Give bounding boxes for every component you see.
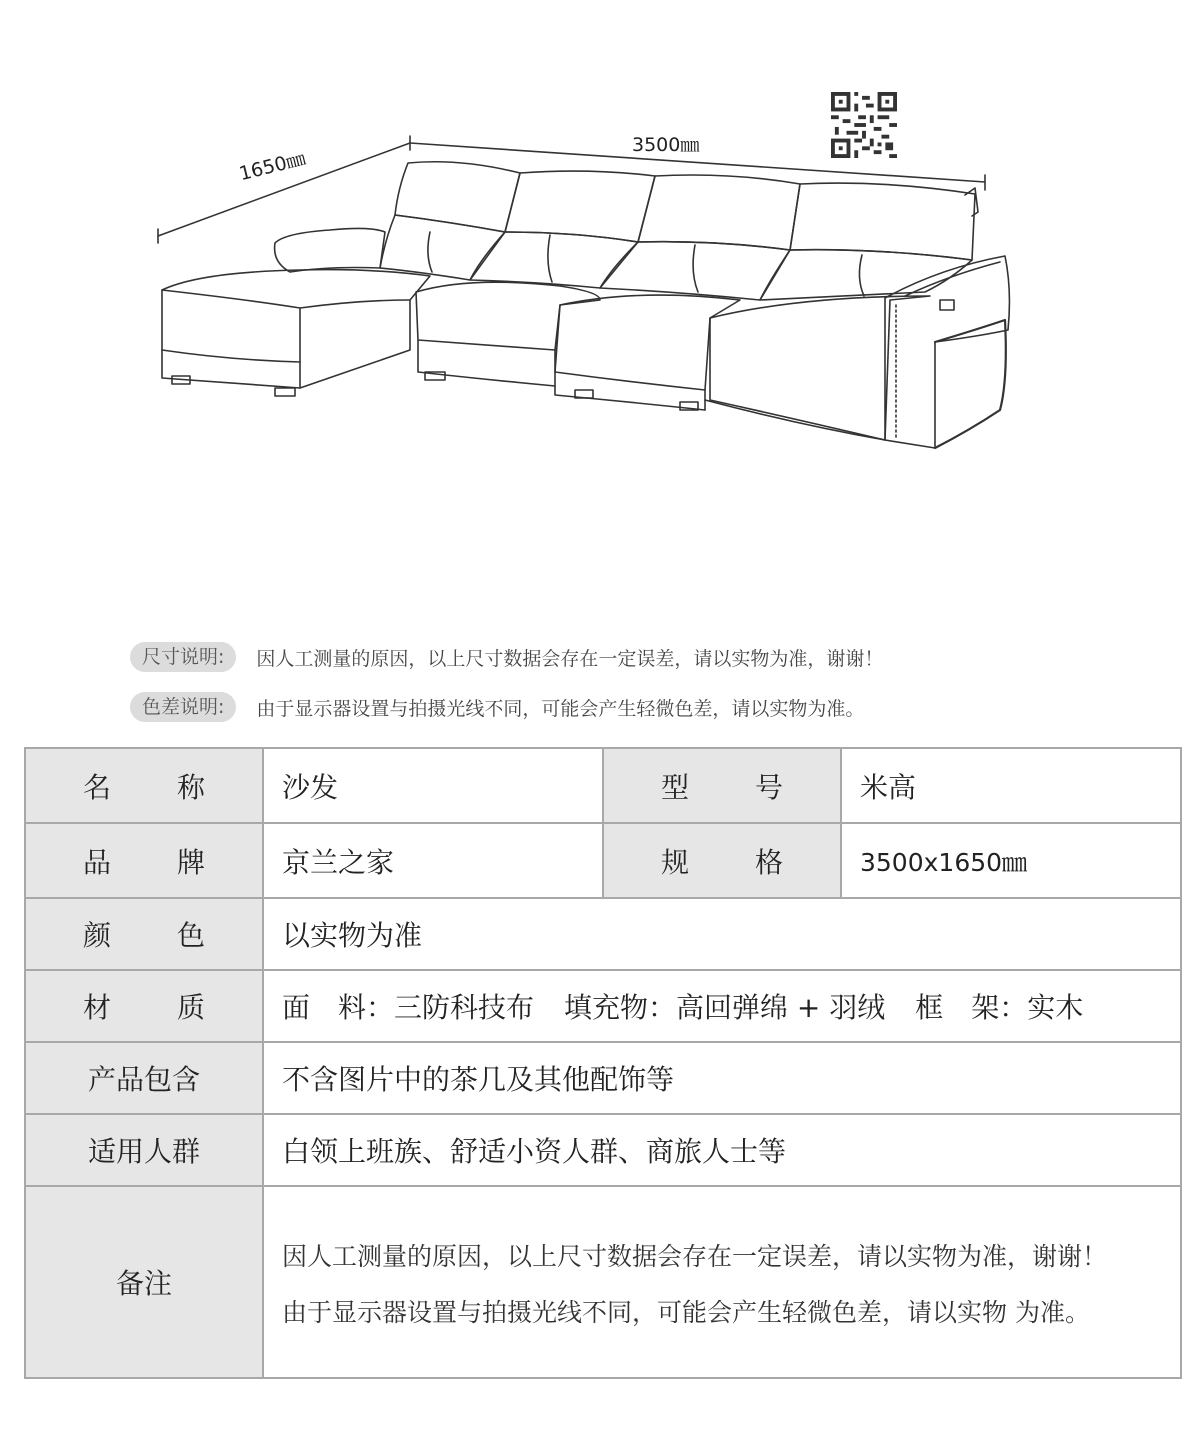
sofa-drawing bbox=[0, 0, 1200, 600]
brand-label: 品 牌 bbox=[25, 823, 263, 898]
color-label: 颜 色 bbox=[25, 898, 263, 970]
remark-line: 因人工测量的原因，以上尺寸数据会存在一定误差，请以实物为准，谢谢！ bbox=[282, 1242, 1108, 1271]
name-value: 沙发 bbox=[263, 748, 603, 823]
remark-line: 由于显示器设置与拍摄光线不同，可能会产生轻微色差，请以实物 为准。 bbox=[282, 1298, 1090, 1327]
qr-code-icon bbox=[830, 92, 898, 158]
name-label: 名 称 bbox=[25, 748, 263, 823]
color-note-tag: 色差说明: bbox=[130, 692, 236, 722]
size-value: 3500x1650㎜ bbox=[841, 823, 1181, 898]
table-row bbox=[25, 748, 1181, 823]
color-note-text: 由于显示器设置与拍摄光线不同，可能会产生轻微色差，请以实物为准。 bbox=[256, 697, 865, 720]
size-note-text: 因人工测量的原因，以上尺寸数据会存在一定误差，请以实物为准，谢谢！ bbox=[256, 647, 884, 670]
size-note bbox=[130, 641, 883, 673]
depth-dimension-label: 1650㎜ bbox=[236, 147, 308, 186]
table-row bbox=[25, 898, 1181, 970]
remark-value bbox=[263, 1186, 1181, 1378]
material-fabric: 面 料：三防科技布 bbox=[282, 991, 535, 1024]
includes-value: 不含图片中的茶几及其他配饰等 bbox=[263, 1042, 1181, 1114]
includes-label: 产品包含 bbox=[25, 1042, 263, 1114]
model-value: 米高 bbox=[841, 748, 1181, 823]
sofa-illustration bbox=[0, 0, 1200, 600]
model-label: 型 号 bbox=[603, 748, 841, 823]
size-note-tag: 尺寸说明: bbox=[130, 642, 236, 672]
spec-table bbox=[24, 747, 1182, 1379]
table-row bbox=[25, 1042, 1181, 1114]
material-frame: 框 架：实木 bbox=[915, 991, 1084, 1024]
brand-value: 京兰之家 bbox=[263, 823, 603, 898]
color-note bbox=[130, 691, 864, 723]
material-value bbox=[263, 970, 1181, 1042]
material-filling: 填充物：高回弹绵 + 羽绒 bbox=[564, 991, 886, 1024]
color-value: 以实物为准 bbox=[263, 898, 1181, 970]
remark-label: 备注 bbox=[25, 1186, 263, 1378]
size-label: 规 格 bbox=[603, 823, 841, 898]
audience-value: 白领上班族、舒适小资人群、商旅人士等 bbox=[263, 1114, 1181, 1186]
audience-label: 适用人群 bbox=[25, 1114, 263, 1186]
table-row bbox=[25, 970, 1181, 1042]
width-dimension-label: 3500㎜ bbox=[632, 134, 700, 156]
table-row bbox=[25, 1186, 1181, 1378]
material-label: 材 质 bbox=[25, 970, 263, 1042]
table-row bbox=[25, 1114, 1181, 1186]
table-row bbox=[25, 823, 1181, 898]
